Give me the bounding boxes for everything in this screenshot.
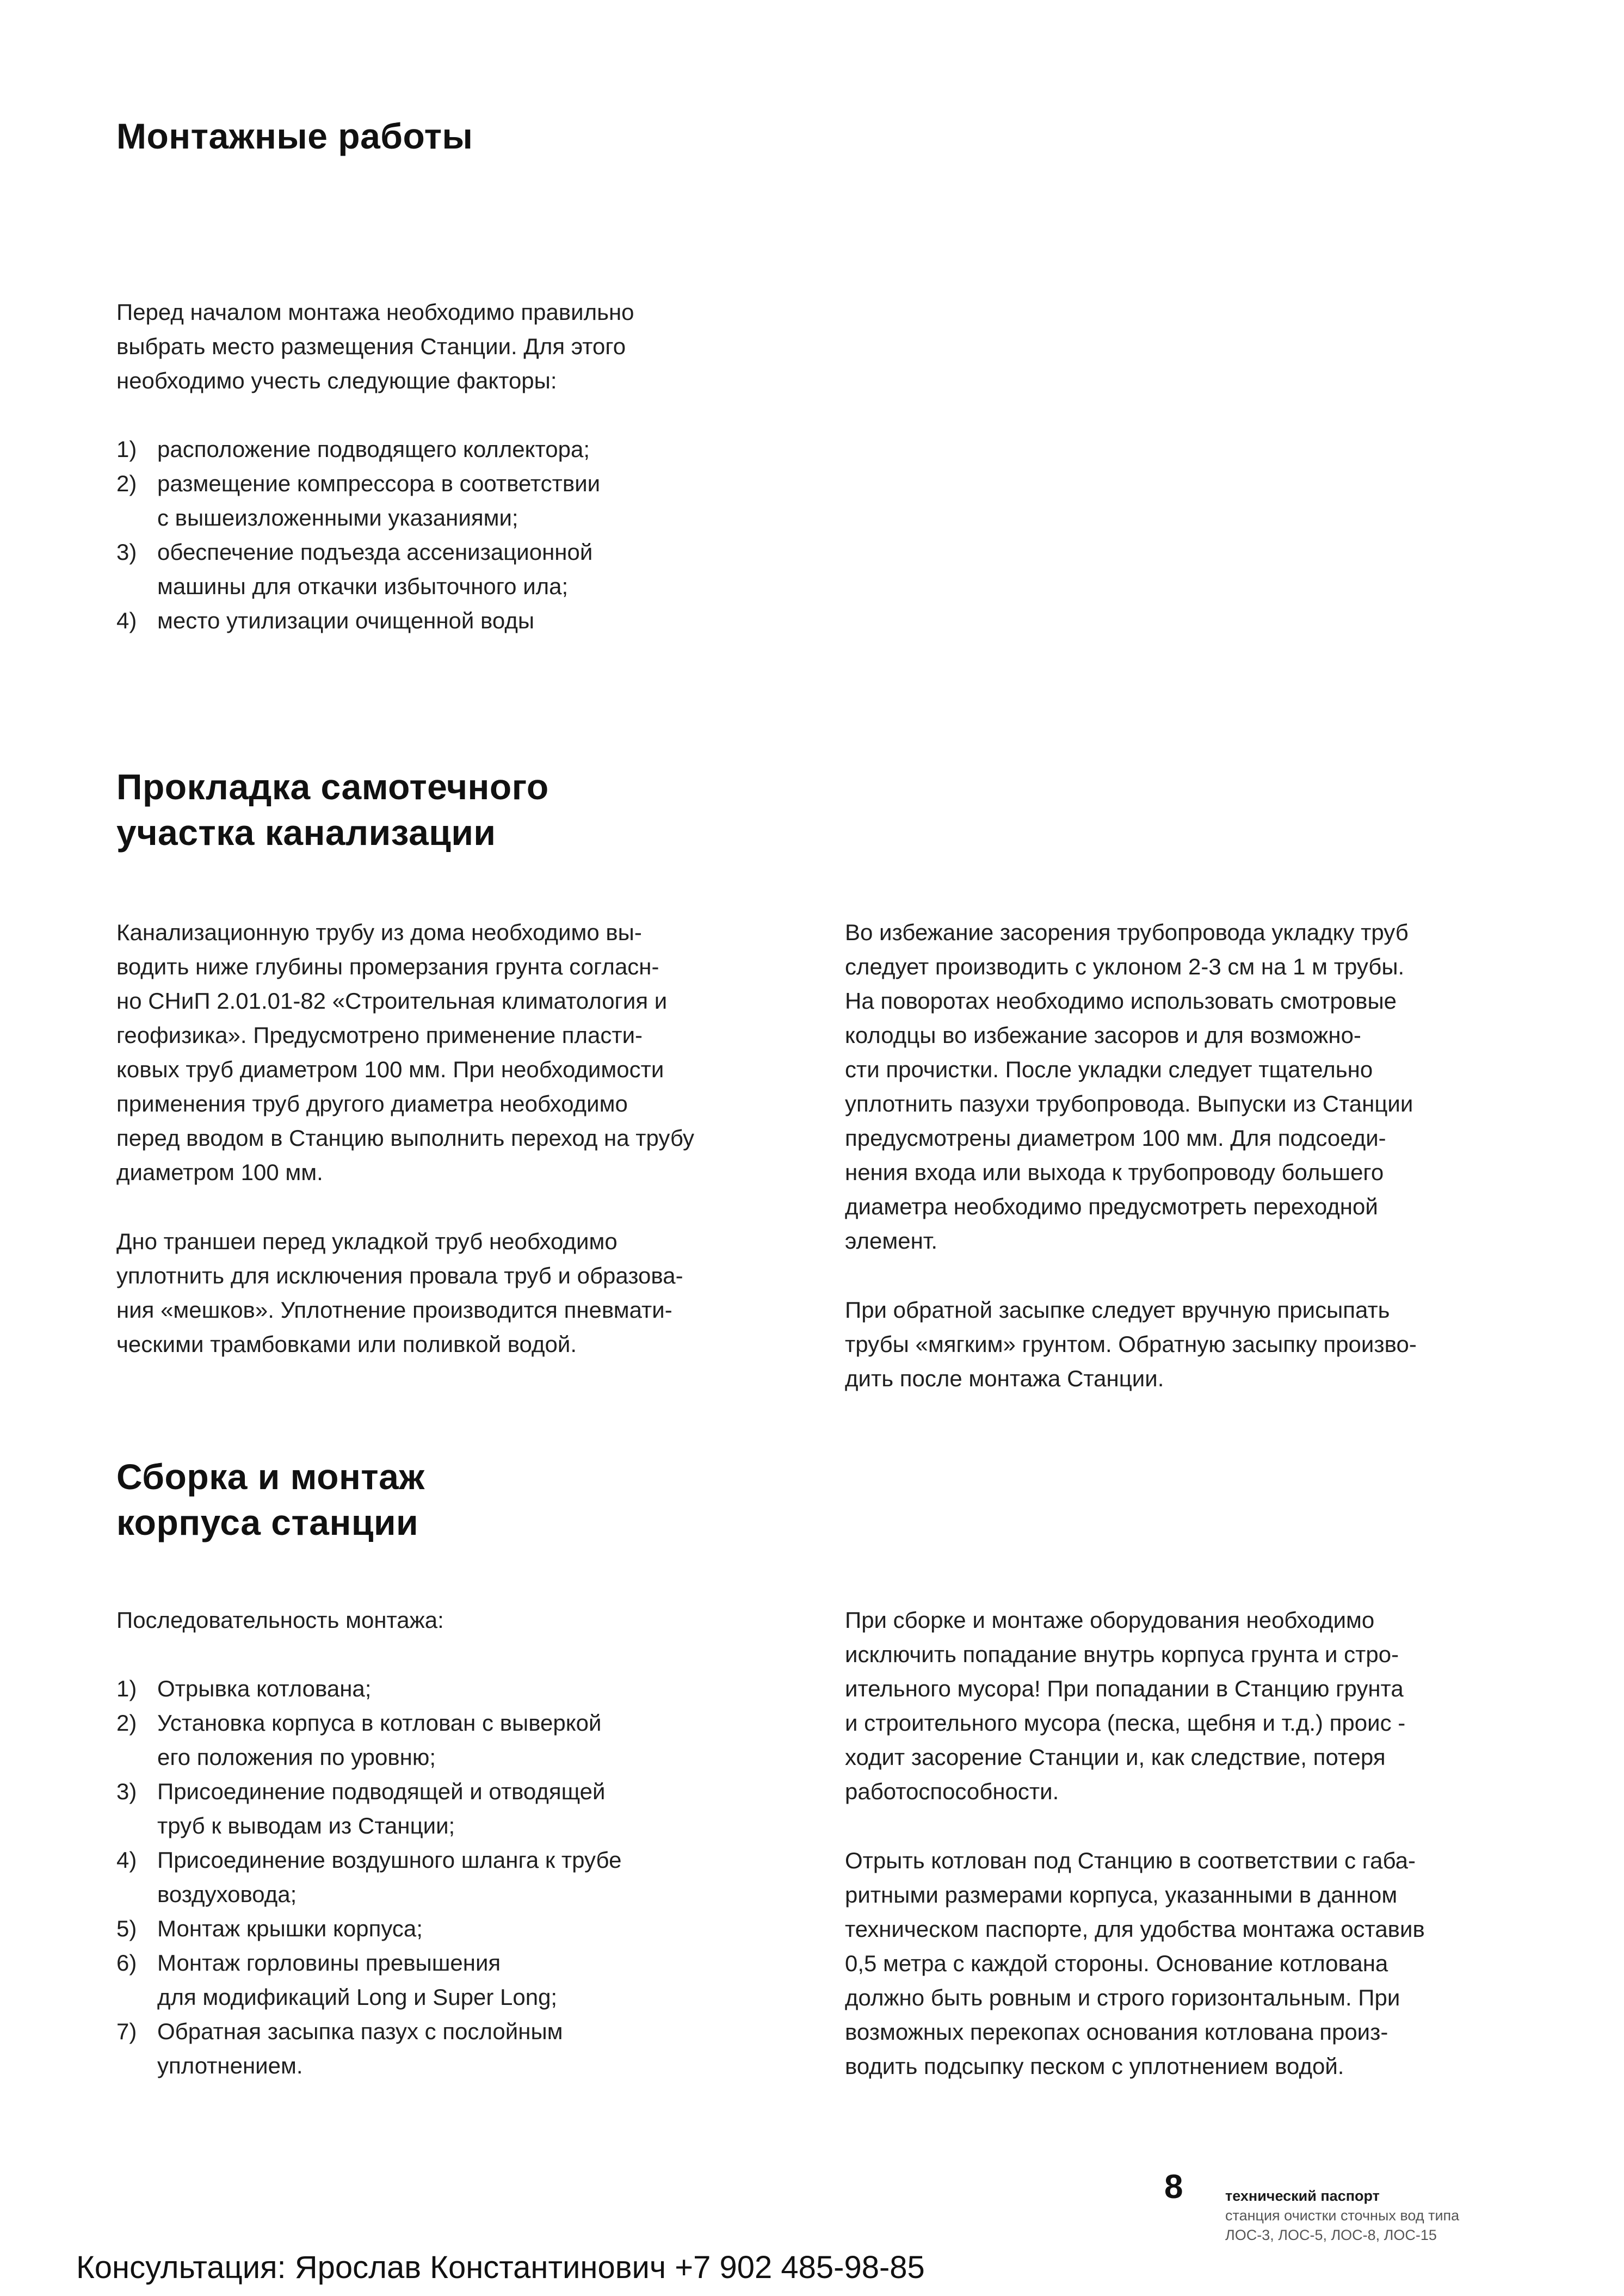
list-item xyxy=(116,1946,769,2014)
list-item-number: 2) xyxy=(116,471,137,496)
list-item-text: обеспечение подъезда ассенизационной машины для откачки избыточного ила; xyxy=(157,539,593,599)
list-item-text: Установка корпуса в котлован с выверкой его положения по уровню; xyxy=(157,1710,602,1770)
footer-title: технический паспорт xyxy=(1225,2188,1380,2204)
laying-right-paragraph-2: При обратной засыпке следует вручную присыпать трубы «мягким» грунтом. Обратную засыпку произво- дить после монтажа Станции. xyxy=(845,1297,1417,1391)
list-item xyxy=(116,432,742,466)
assembly-intro: Последовательность монтажа: xyxy=(116,1607,444,1633)
list-item-text: Присоединение воздушного шланга к трубе воздуховода; xyxy=(157,1847,622,1907)
consultation-contact: Консультация: Ярослав Константинович +7 902 485-98-85 xyxy=(76,2250,925,2285)
page-number: 8 xyxy=(1164,2168,1183,2206)
list-item xyxy=(116,1774,769,1843)
list-item-text: место утилизации очищенной воды xyxy=(157,608,535,633)
list-item-number: 3) xyxy=(116,539,137,565)
list-item-text: Присоединение подводящей и отводящей труб к выводам из Станции; xyxy=(157,1779,606,1838)
list-item-number: 1) xyxy=(116,1676,137,1701)
laying-left-paragraph-1: Канализационную трубу из дома необходимо вы- водить ниже глубины промерзания грунта согласн- но СНиП 2.01.01-82 «Строительная климатология и геофизика». Предусмотрено применение пласти- ковых труб диаметром 100 мм. При необходимости применения труб другого диаметра необходимо перед вводом в Станцию выполнить переход на трубу диаметром 100 мм. xyxy=(116,919,694,1185)
list-item-number: 1) xyxy=(116,436,137,462)
list-item-text: расположение подводящего коллектора; xyxy=(157,436,590,462)
list-item-number: 2) xyxy=(116,1710,137,1736)
laying-left-paragraph-2: Дно траншеи перед укладкой труб необходимо уплотнить для исключения провала труб и образова- ния «мешков». Уплотнение производится пневмати- ческими трамбовками или поливкой водой. xyxy=(116,1229,683,1357)
section-title-montage: Монтажные работы xyxy=(116,116,473,156)
list-item-text: Отрывка котлована; xyxy=(157,1676,372,1701)
list-item xyxy=(116,2014,769,2083)
list-item xyxy=(116,1706,769,1774)
list-item-number: 6) xyxy=(116,1950,137,1976)
montage-factors-list xyxy=(116,432,742,638)
section-title-laying: Прокладка самотечного участка канализации xyxy=(116,767,549,853)
assembly-right-paragraph-2: Отрыть котлован под Станцию в соответствии с габа- ритными размерами корпуса, указанными в данном техническом паспорте, для удобства монтажа оставив 0,5 метра с каждой стороны. Основание котлована должно быть ровным и строго горизонтальным. При возможных перекопах основания котлована произ- водить подсыпку песком с уплотнением водой. xyxy=(845,1848,1425,2079)
list-item-number: 3) xyxy=(116,1779,137,1804)
list-item xyxy=(116,466,742,535)
laying-right-paragraph-1: Во избежание засорения трубопровода укладку труб следует производить с уклоном 2-3 см на 1 м трубы. На поворотах необходимо использовать смотровые колодцы во избежание засоров и для возможно- сти прочистки. После укладки следует тщательно уплотнить пазухи трубопровода. Выпуски из Станции предусмотрены диаметром 100 мм. Для подсоеди- нения входа или выхода к трубопроводу большего диаметра необходимо предусмотреть переходной элемент. xyxy=(845,919,1413,1254)
footer-line-2: ЛОС-3, ЛОС-5, ЛОС-8, ЛОС-15 xyxy=(1225,2227,1437,2243)
list-item xyxy=(116,1671,769,1706)
list-item-number: 4) xyxy=(116,1847,137,1873)
list-item xyxy=(116,603,742,638)
section-title-assembly: Сборка и монтаж корпуса станции xyxy=(116,1456,425,1542)
footer-document-info xyxy=(1225,2186,1530,2245)
list-item-text: Монтаж горловины превышения для модификаций Long и Super Long; xyxy=(157,1950,558,2010)
montage-intro: Перед началом монтажа необходимо правильно выбрать место размещения Станции. Для этого необходимо учесть следующие факторы: xyxy=(116,299,634,393)
list-item-number: 4) xyxy=(116,608,137,633)
footer-line-1: станция очистки сточных вод типа xyxy=(1225,2207,1460,2224)
list-item-text: Обратная засыпка пазух с послойным уплотнением. xyxy=(157,2019,563,2078)
list-item-text: размещение компрессора в соответствии с вышеизложенными указаниями; xyxy=(157,471,601,530)
list-item xyxy=(116,535,742,603)
list-item xyxy=(116,1911,769,1946)
list-item-number: 5) xyxy=(116,1916,137,1941)
list-item xyxy=(116,1843,769,1911)
list-item-text: Монтаж крышки корпуса; xyxy=(157,1916,423,1941)
assembly-right-paragraph-1: При сборке и монтаже оборудования необходимо исключить попадание внутрь корпуса грунта и стро- ительного мусора! При попадании в Станцию грунта и строительного мусора (песка, щебня и т.д.) проис - ходит засорение Станции и, как следствие, потеря работоспособности. xyxy=(845,1607,1406,1804)
list-item-number: 7) xyxy=(116,2019,137,2044)
assembly-steps-list xyxy=(116,1671,769,2083)
